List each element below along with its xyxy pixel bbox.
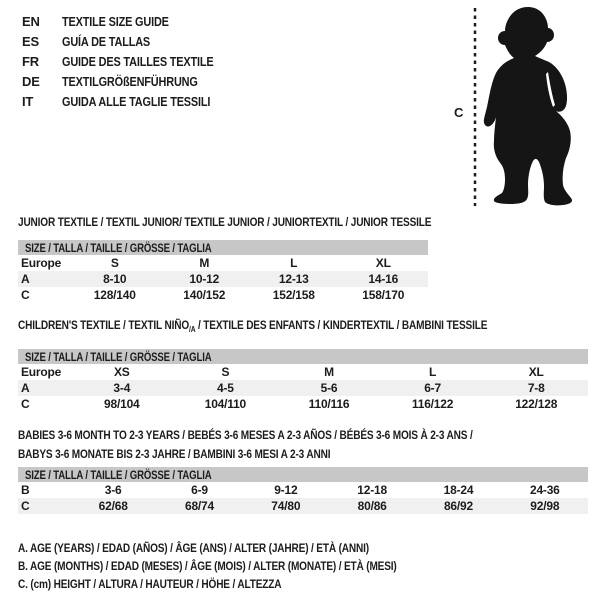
language-list [22,11,242,111]
size-cell: 74/80 [271,499,301,513]
footnote-a: A. AGE (YEARS) / EDAD (AÑOS) / ÂGE (ANS) / ALTER (JAHRE) / ETÀ (ANNI) [18,541,369,555]
language-code: FR [22,53,39,69]
footnote-c: C. (cm) HEIGHT / ALTURA / HAUTEUR / HÖHE / ALTEZZA [18,577,282,591]
language-row-es [22,31,242,51]
table-row [18,364,588,380]
size-cell: 6-9 [191,483,208,497]
size-cell: XS [113,365,130,379]
table-row [18,255,428,271]
size-cell: L [290,256,298,270]
babies-table-title-line1: BABIES 3-6 MONTH TO 2-3 YEARS / BEBÉS 3-6 MESES A 2-3 AÑOS / BÉBÉS 3-6 MOIS À 2-3 ANS / [18,428,473,442]
size-header-bar [18,467,588,482]
table-row [18,482,588,498]
size-cell: 4-5 [217,381,234,395]
size-cell: 10-12 [189,272,220,286]
size-cell: 68/74 [184,499,214,513]
language-code: EN [22,13,40,29]
size-cell: S [221,365,230,379]
size-cell: 152/158 [272,288,315,302]
language-row-de [22,71,242,91]
row-label: C [21,397,30,411]
title-text: CHILDREN'S TEXTILE / TEXTIL NIÑO [18,318,190,332]
size-cell: 98/104 [104,397,140,411]
size-cell: 8-10 [103,272,127,286]
row-label: A [21,272,30,286]
size-cell: 14-16 [368,272,399,286]
language-label: GUIDE DES TAILLES TEXTILE [62,53,214,69]
babies-table-title-line2: BABYS 3-6 MONATE BIS 2-3 JAHRE / BAMBINI 3-6 MESI A 2-3 ANNI [18,447,331,461]
row-label: A [21,381,30,395]
table-row [18,396,588,412]
size-cell: 140/152 [183,288,226,302]
row-label: B [21,483,30,497]
size-cell: 104/110 [204,397,247,411]
language-label: GUÍA DE TALLAS [62,33,151,49]
language-label: TEXTILE SIZE GUIDE [62,13,169,29]
size-cell: 7-8 [527,381,545,395]
size-cell: 92/98 [530,499,560,513]
size-cell: 9-12 [274,483,298,497]
legend-footnotes [18,539,469,593]
size-cell: 3-6 [104,483,122,497]
children-table-block [18,318,588,412]
size-cell: M [324,365,334,379]
language-label: TEXTILGRÖßENFÜHRUNG [62,73,198,89]
size-cell: 110/116 [308,397,350,411]
size-cell: 18-24 [443,483,474,497]
row-label: Europe [21,256,62,270]
size-cell: M [199,256,210,270]
size-cell: S [110,256,119,270]
size-cell: XL [528,365,544,379]
title-text: / TEXTILE DES ENFANTS / KINDERTEXTIL / BAMBINI TESSILE [195,318,488,332]
size-cell: 122/128 [515,397,558,411]
junior-table-block [18,215,432,303]
size-header-label: SIZE / TALLA / TAILLE / GRÖSSE / TAGLIA [25,240,212,255]
size-header-bar [18,349,588,364]
title-subscript: /A [189,325,196,334]
size-header-label: SIZE / TALLA / TAILLE / GRÖSSE / TAGLIA [25,349,212,364]
language-code: DE [22,73,40,89]
height-figure [450,0,600,215]
row-label: C [21,499,30,513]
language-code: ES [22,33,39,49]
junior-table [18,255,428,303]
size-cell: 12-13 [278,272,309,286]
junior-table-title: JUNIOR TEXTILE / TEXTIL JUNIOR/ TEXTILE JUNIOR / JUNIORTEXTIL / JUNIOR TESSILE [18,215,432,229]
size-header-label: SIZE / TALLA / TAILLE / GRÖSSE / TAGLIA [25,467,212,482]
size-cell: 24-36 [529,483,560,497]
footnote-b: B. AGE (MONTHS) / EDAD (MESES) / ÂGE (MOIS) / ALTER (MONATE) / ETÀ (MESI) [18,559,397,573]
language-row-en [22,11,242,31]
size-cell: XL [375,256,391,270]
height-label: C [454,105,464,120]
size-cell: 62/68 [98,499,128,513]
size-header-bar [18,240,428,255]
language-label: GUIDA ALLE TAGLIE TESSILI [62,93,211,109]
size-cell: L [429,365,437,379]
language-row-it [22,91,242,111]
language-row-fr [22,51,242,71]
table-row [18,271,428,287]
size-cell: 116/122 [411,397,454,411]
size-cell: 12-18 [357,483,387,497]
size-cell: 86/92 [443,499,473,513]
children-table-title [18,318,497,337]
babies-table-block [18,426,588,514]
size-cell: 128/140 [93,288,136,302]
babies-table [18,482,588,514]
row-label: Europe [21,365,62,379]
size-cell: 158/170 [362,288,405,302]
children-table [18,364,588,412]
size-cell: 6-7 [424,381,441,395]
baby-silhouette-icon [484,7,572,205]
size-cell: 5-6 [320,381,338,395]
size-cell: 3-4 [113,381,131,395]
table-row [18,498,588,514]
table-row [18,287,428,303]
table-row [18,380,588,396]
row-label: C [21,288,30,302]
language-code: IT [22,93,34,109]
size-cell: 80/86 [357,499,387,513]
